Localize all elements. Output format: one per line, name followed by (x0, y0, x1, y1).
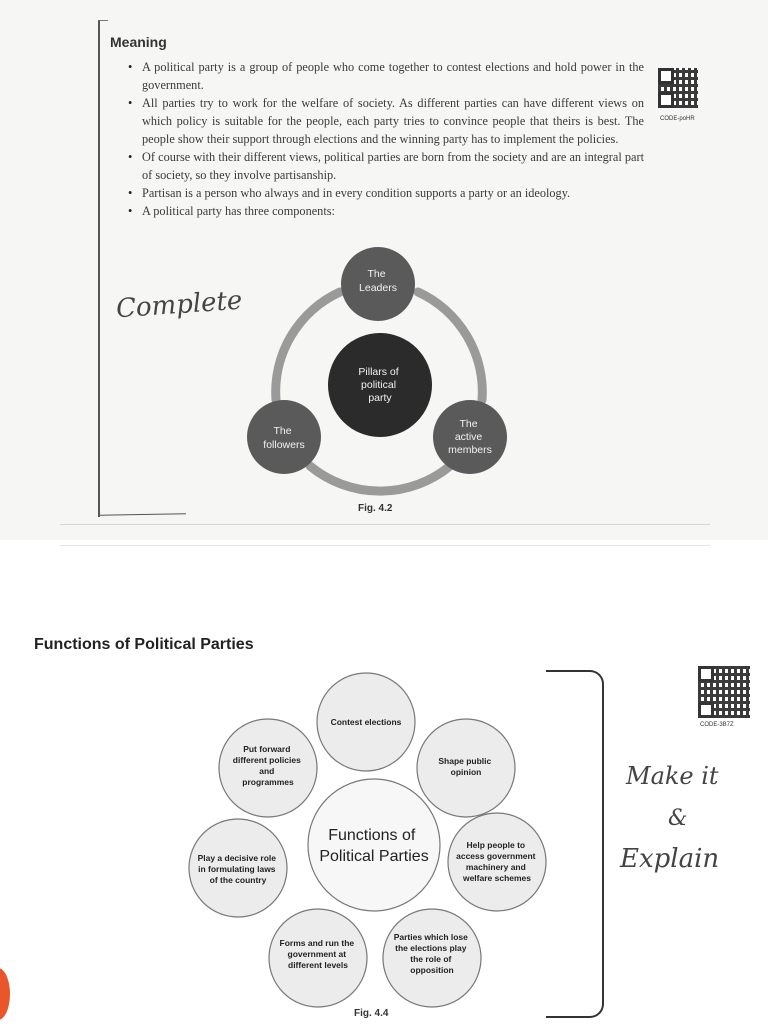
handwritten-note-complete: Complete (115, 285, 244, 325)
bullet-item: • Of course with their different views, political parties are born from the society and are an integral part of society, so they involve partisanship. (130, 148, 644, 184)
center-label: Functions of Political Parties (319, 827, 429, 865)
handwritten-note-explain: Explain (620, 844, 720, 874)
functions-section-title: Functions of Political Parties (34, 636, 254, 653)
qr-code-label: CODE-3B7Z (700, 722, 734, 728)
handwritten-note-ampersand: & (668, 806, 688, 831)
bullet-item: • A political party is a group of people who come together to contest elections and hold power in the government. (130, 58, 644, 94)
figure-caption-4-4: Fig. 4.4 (354, 1008, 389, 1019)
function-label: Put forward different policies and programmes (232, 744, 301, 787)
center-label: Pillars of political party (358, 366, 399, 404)
function-label: Contest elections (330, 717, 402, 727)
bullet-item: • Partisan is a person who always and in every condition supports a party or an ideology. (130, 184, 644, 202)
function-label: Forms and run the government at different levels (279, 938, 355, 970)
bullet-item: • All parties try to work for the welfare of society. As different parties can have different views on which policy is suitable for the people, each party tries to convince people that theirs is best. The people show their support through elections and the winning party has to implement the policies. (130, 94, 644, 148)
node-label-leaders: The Leaders (359, 268, 397, 294)
center-circle (308, 779, 440, 911)
meaning-heading: Meaning (110, 34, 167, 50)
function-label: Help people to access government machinery and welfare schemes (456, 840, 536, 883)
node-label-followers: The followers (263, 425, 305, 451)
figure-caption-4-2: Fig. 4.2 (358, 503, 393, 514)
bullet-item: • A political party has three components: (130, 202, 644, 220)
handwritten-note-make-it: Make it (626, 762, 719, 790)
function-label: Shape public opinion (438, 756, 492, 777)
function-label: Parties which lose the elections play the role of opposition (393, 932, 468, 975)
function-label: Play a decisive role in formulating laws of the country (197, 853, 277, 885)
node-label-active-members: The active members (448, 418, 492, 456)
qr-code-label: CODE-poHR (660, 116, 695, 122)
